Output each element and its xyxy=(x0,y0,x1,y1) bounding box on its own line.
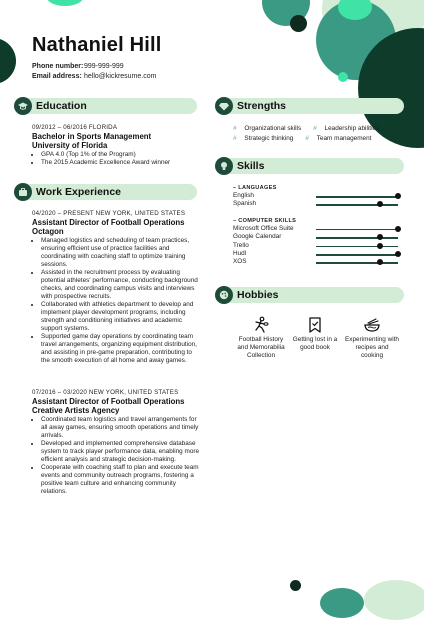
noodle-bowl-icon xyxy=(344,316,400,336)
section-header-work-experience xyxy=(17,184,197,200)
skill-bar xyxy=(316,204,398,206)
job-title: Assistant Director of Football Operations xyxy=(32,218,185,227)
list-item: • The 2015 Academic Excellence Award winner xyxy=(41,159,202,167)
skill-row xyxy=(233,233,403,241)
skill-row xyxy=(233,200,403,208)
strength-tag: # Leadership abilities xyxy=(313,125,380,132)
skill-row xyxy=(233,258,403,266)
job-entry xyxy=(32,210,202,365)
hobby-text: Experimenting with recipes and cooking xyxy=(345,336,399,359)
skill-level-dot xyxy=(395,226,401,232)
section-header-strengths xyxy=(218,98,404,114)
lightbulb-icon xyxy=(215,157,233,175)
skill-category: – COMPUTER SKILLS xyxy=(233,217,297,224)
decor-circle xyxy=(290,15,307,32)
skill-bar xyxy=(316,254,398,256)
job-meta: 07/2016 – 03/2020 NEW YORK, UNITED STATES xyxy=(32,389,179,396)
skills-list xyxy=(233,182,403,267)
hobby-item xyxy=(288,316,342,352)
job-title: Assistant Director of Football Operations xyxy=(32,397,185,406)
skill-name: XOS xyxy=(233,258,247,266)
strengths-list xyxy=(233,124,409,143)
skill-row xyxy=(233,192,403,200)
section-header-skills xyxy=(218,158,404,174)
section-title: Education xyxy=(36,100,87,112)
resume-header xyxy=(32,34,162,82)
diamond-icon xyxy=(215,97,233,115)
skill-bar xyxy=(316,237,398,239)
contact-info xyxy=(32,62,162,82)
palette-icon xyxy=(215,286,233,304)
education-bullets xyxy=(32,151,202,167)
graduation-cap-icon xyxy=(14,97,32,115)
football-player-icon xyxy=(236,316,286,336)
section-title: Skills xyxy=(237,160,265,172)
degree-title: Bachelor in Sports Management xyxy=(32,132,152,141)
job-bullets xyxy=(32,416,202,496)
strength-tag: # Team management xyxy=(305,134,372,142)
list-item: • Developed and implemented comprehensive database system to track player performance data, enabling more efficient analysis and strategic decision-making. xyxy=(41,440,202,464)
list-item: • Assisted in the recruitment process by evaluating potential athletes' performance, conducting background checks, and coordinating campus visits and interviews with prospective recruits. xyxy=(41,269,202,301)
hobby-item xyxy=(344,316,400,360)
job-entry xyxy=(32,389,202,496)
decor-circle xyxy=(0,38,16,84)
decor-circle xyxy=(46,0,84,6)
bookmark-icon xyxy=(288,316,342,336)
section-title: Work Experience xyxy=(36,186,122,198)
phone-label: Phone number: xyxy=(32,63,84,70)
list-item: • Collaborated with athletics department to develop and implement player development programs, including strength and conditioning initiatives and academic support systems. xyxy=(41,301,202,333)
decor-circle xyxy=(320,588,364,618)
strength-tag: # Strategic thinking xyxy=(233,134,294,142)
skill-name: English xyxy=(233,192,254,199)
skill-bar xyxy=(316,262,398,264)
skill-name: Trello xyxy=(233,241,249,249)
candidate-name: Nathaniel Hill xyxy=(32,34,162,56)
skill-name: Spanish xyxy=(233,200,257,208)
skill-level-dot xyxy=(377,201,383,207)
school-name: University of Florida xyxy=(32,141,108,150)
skill-bar xyxy=(316,229,398,231)
list-item: • Coordinated team logistics and travel arrangements for all away games, ensuring smooth operations and timely arrivals. xyxy=(41,416,202,440)
decor-circle xyxy=(338,72,348,82)
list-item: • Cooperate with coaching staff to plan and execute team events and community outreach programs, fostering a positive team culture and enhancing community relations. xyxy=(41,464,202,496)
list-item: • Managed logistics and scheduling of team practices, ensuring efficient use of practice facilities and coordinating with coaching staff to optimize training sessions. xyxy=(41,237,202,269)
skill-level-dot xyxy=(395,193,401,199)
phone-value: 999-999-999 xyxy=(84,63,124,70)
email-label: Email address: xyxy=(32,73,82,80)
skill-level-dot xyxy=(395,251,401,257)
list-item: • Supported game day operations by coordinating team travel arrangements, organizing equipment distribution, and assisting in pre-game preparation, contributing to the smooth execution of all home and away games. xyxy=(41,333,202,365)
section-title: Strengths xyxy=(237,100,287,112)
decor-circle xyxy=(290,580,301,591)
education-meta: 09/2012 – 06/2016 FLORIDA xyxy=(32,124,118,131)
hobby-text: Football History and Memorabilia Collection xyxy=(237,336,285,359)
skill-level-dot xyxy=(377,259,383,265)
skill-row xyxy=(233,242,403,250)
company-name: Creative Artists Agency xyxy=(32,406,120,415)
skill-level-dot xyxy=(377,243,383,249)
job-bullets xyxy=(32,237,202,365)
skill-category: – LANGUAGES xyxy=(233,185,277,191)
skill-name: Google Calendar xyxy=(233,233,282,241)
skill-name: Hudl xyxy=(233,249,247,257)
list-item: • GPA 4.0 (Top 1% of the Program) xyxy=(41,151,202,159)
skill-bar xyxy=(316,196,398,198)
strength-tag: # Organizational skills xyxy=(233,125,302,132)
section-title: Hobbies xyxy=(237,289,279,301)
skill-bar xyxy=(316,246,398,248)
job-meta: 04/2020 – PRESENT NEW YORK, UNITED STATES xyxy=(32,210,186,217)
skill-name: Microsoft Office Suite xyxy=(233,224,294,232)
skill-row xyxy=(233,250,403,258)
section-header-hobbies xyxy=(218,287,404,303)
briefcase-icon xyxy=(14,183,32,201)
skill-level-dot xyxy=(377,234,383,240)
section-header-education xyxy=(17,98,197,114)
education-entry xyxy=(32,124,202,167)
skill-row xyxy=(233,225,403,233)
hobby-item xyxy=(236,316,286,360)
decor-circle xyxy=(364,580,424,620)
email-value: hello@kickresume.com xyxy=(84,73,157,80)
hobby-text: Getting lost in a good book xyxy=(292,336,338,351)
company-name: Octagon xyxy=(32,227,64,236)
